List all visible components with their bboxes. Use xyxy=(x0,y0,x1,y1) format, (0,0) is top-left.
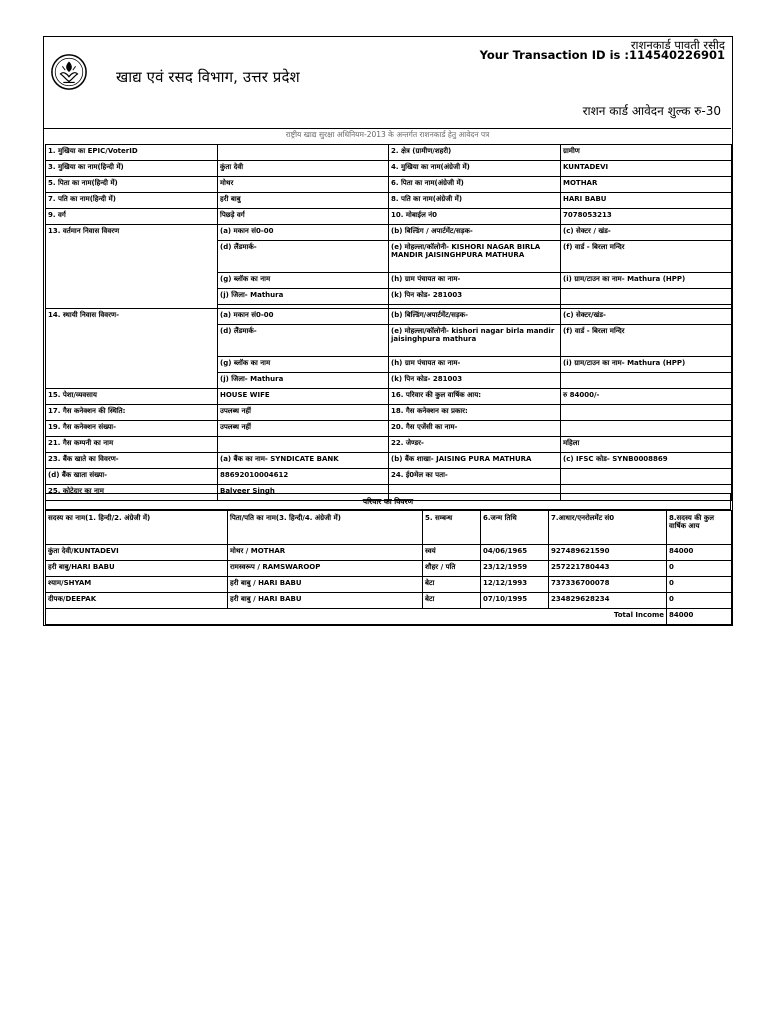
transaction-id: Your Transaction ID is :114540226901 xyxy=(479,48,725,62)
field-label: (d) बैंक खाता संख्या- xyxy=(46,469,218,485)
table-row xyxy=(46,561,732,577)
member-father-husband: मोथर / MOTHAR xyxy=(228,545,423,561)
field-label: 7. पति का नाम(हिन्दी में) xyxy=(46,193,218,209)
field-label: 4. मुखिया का नाम(अंग्रेजी में) xyxy=(389,161,561,177)
field-value: मोथर xyxy=(218,177,389,193)
field-value xyxy=(561,405,732,421)
field-value: MOTHAR xyxy=(561,177,732,193)
bank-name: (a) बैंक का नाम- SYNDICATE BANK xyxy=(218,453,389,469)
empty-cell xyxy=(561,373,732,389)
member-relation: बेटा xyxy=(423,577,481,593)
address-colony: (e) मोहल्ला/कॉलोनी- kishori nagar birla mandir jaisinghpura mathura xyxy=(389,325,561,357)
header-divider xyxy=(44,128,731,129)
empty-cell xyxy=(561,289,732,305)
member-dob: 23/12/1959 xyxy=(481,561,549,577)
column-header: सदस्य का नाम(1. हिन्दी/2. अंग्रेजी में) xyxy=(46,511,228,545)
field-label: 6. पिता का नाम(अंग्रेजी में) xyxy=(389,177,561,193)
member-relation: शौहर / पति xyxy=(423,561,481,577)
field-label: 19. गैस कनेक्शन संख्या- xyxy=(46,421,218,437)
address-building: (b) बिल्डिंग / अपार्टमेंट/सड़क- xyxy=(389,225,561,241)
table-row xyxy=(46,545,732,561)
member-income: 0 xyxy=(667,577,732,593)
table-row xyxy=(46,437,732,453)
column-header: पिता/पति का नाम(3. हिन्दी/4. अंग्रेजी में) xyxy=(228,511,423,545)
member-income: 84000 xyxy=(667,545,732,561)
column-header: 7.आधार/एनरोलमेंट सं0 xyxy=(549,511,667,545)
column-header: 6.जन्म तिथि xyxy=(481,511,549,545)
field-label: 13. वर्तमान निवास विवरण xyxy=(46,225,218,309)
address-district: (j) जिला- Mathura xyxy=(218,373,389,389)
form-subheading: राष्ट्रीय खाद्य सुरक्षा अधिनियम-2013 के अन्तर्गत राशनकार्ड हेतु आवेदन पत्र xyxy=(285,130,490,139)
field-label: 15. पेशा/व्यवसाय xyxy=(46,389,218,405)
address-house-no: (a) मकान सं0-00 xyxy=(218,225,389,241)
field-value: 7078053213 xyxy=(561,209,732,225)
field-value: HOUSE WIFE xyxy=(218,389,389,405)
table-row xyxy=(46,193,732,209)
family-details-title: परिवार का विवरण xyxy=(45,493,731,510)
address-house-no: (a) मकान सं0-00 xyxy=(218,309,389,325)
column-header: 8.सदस्य की कुल वार्षिक आय xyxy=(667,511,732,545)
address-block: (g) ब्लॉक का नाम xyxy=(218,357,389,373)
table-row xyxy=(46,389,732,405)
field-label: 2. क्षेत्र (ग्रामीण/शहरी) xyxy=(389,145,561,161)
field-label: 23. बैंक खाते का विवरण- xyxy=(46,453,218,469)
bank-ifsc: (c) IFSC कोड- SYNB0008869 xyxy=(561,453,732,469)
field-value xyxy=(561,421,732,437)
member-aadhaar: 737336700078 xyxy=(549,577,667,593)
department-name: खाद्य एवं रसद विभाग, उत्तर प्रदेश xyxy=(116,68,300,86)
field-value: उपलब्ध नहीं xyxy=(218,421,389,437)
field-value xyxy=(218,145,389,161)
table-row xyxy=(46,453,732,469)
field-label: 9. वर्ग xyxy=(46,209,218,225)
member-dob: 04/06/1965 xyxy=(481,545,549,561)
field-value: HARI BABU xyxy=(561,193,732,209)
field-label: 18. गैस कनेक्शन का प्रकार: xyxy=(389,405,561,421)
field-label: 14. स्थायी निवास विवरण- xyxy=(46,309,218,389)
bank-account-number: 88692010004612 xyxy=(218,469,389,485)
family-details-table xyxy=(45,510,732,625)
address-ward: (f) वार्ड - बिरला मन्दिर xyxy=(561,241,732,273)
member-income: 0 xyxy=(667,593,732,609)
member-income: 0 xyxy=(667,561,732,577)
table-row xyxy=(46,309,732,325)
address-building: (b) बिल्डिंग/अपार्टमेंट/सड़क- xyxy=(389,309,561,325)
member-name: श्याम/SHYAM xyxy=(46,577,228,593)
field-value: Balveer Singh xyxy=(218,485,389,501)
field-label: 21. गैस कम्पनी का नाम xyxy=(46,437,218,453)
table-row xyxy=(46,577,732,593)
member-name: हरी बाबु/HARI BABU xyxy=(46,561,228,577)
member-dob: 12/12/1993 xyxy=(481,577,549,593)
field-label: 16. परिवार की कुल वार्षिक आय: xyxy=(389,389,561,405)
address-block: (g) ब्लॉक का नाम xyxy=(218,273,389,289)
field-label: 1. मुखिया का EPIC/VoterID xyxy=(46,145,218,161)
field-value: महिला xyxy=(561,437,732,453)
field-value xyxy=(561,469,732,485)
table-row xyxy=(46,405,732,421)
member-relation: स्वयं xyxy=(423,545,481,561)
field-label: 20. गैस एजेंसी का नाम- xyxy=(389,421,561,437)
field-label: 8. पति का नाम(अंग्रेजी में) xyxy=(389,193,561,209)
member-name: कुंता देवी/KUNTADEVI xyxy=(46,545,228,561)
address-sector: (c) सेक्टर / खंड- xyxy=(561,225,732,241)
total-income-value: 84000 xyxy=(667,609,732,625)
up-govt-emblem-icon xyxy=(50,53,88,91)
ration-card-receipt xyxy=(43,36,733,626)
field-value: उपलब्ध नहीं xyxy=(218,405,389,421)
field-value: पिछड़े वर्ग xyxy=(218,209,389,225)
member-aadhaar: 234829628234 xyxy=(549,593,667,609)
column-header: 5. सम्बन्ध xyxy=(423,511,481,545)
member-aadhaar: 927489621590 xyxy=(549,545,667,561)
table-row xyxy=(46,161,732,177)
total-income-label: Total Income xyxy=(46,609,667,625)
address-sector: (c) सेक्टर/खंड- xyxy=(561,309,732,325)
table-row xyxy=(46,177,732,193)
field-label: 17. गैस कनेक्शन की स्थिति: xyxy=(46,405,218,421)
field-value: ग्रामीण xyxy=(561,145,732,161)
member-father-husband: हरी बाबु / HARI BABU xyxy=(228,593,423,609)
total-row xyxy=(46,609,732,625)
applicant-details-table xyxy=(45,144,732,501)
member-father-husband: हरी बाबु / HARI BABU xyxy=(228,577,423,593)
address-ward: (f) वार्ड - बिरला मन्दिर xyxy=(561,325,732,357)
address-district: (j) जिला- Mathura xyxy=(218,289,389,305)
field-value: कुंता देवी xyxy=(218,161,389,177)
field-value: KUNTADEVI xyxy=(561,161,732,177)
table-row xyxy=(46,593,732,609)
member-father-husband: रामस्वरूप / RAMSWAROOP xyxy=(228,561,423,577)
table-row xyxy=(46,209,732,225)
field-value xyxy=(218,437,389,453)
application-fee: राशन कार्ड आवेदन शुल्क रु-30 xyxy=(582,104,721,118)
table-row xyxy=(46,145,732,161)
field-label: 25. कोटेदार का नाम xyxy=(46,485,218,501)
bank-branch: (b) बैंक शाखा- JAISING PURA MATHURA xyxy=(389,453,561,469)
field-label: 22. जेण्डर- xyxy=(389,437,561,453)
address-pincode: (k) पिन कोड- 281003 xyxy=(389,373,561,389)
address-gram-panchayat: (h) ग्राम पंचायत का नाम- xyxy=(389,357,561,373)
table-row xyxy=(46,225,732,241)
address-landmark: (d) लैंडमार्क- xyxy=(218,325,389,357)
member-aadhaar: 257221780443 xyxy=(549,561,667,577)
field-label: 10. मोबाईल नं0 xyxy=(389,209,561,225)
table-row xyxy=(46,421,732,437)
field-label: 3. मुखिया का नाम(हिन्दी में) xyxy=(46,161,218,177)
member-name: दीपक/DEEPAK xyxy=(46,593,228,609)
table-row xyxy=(46,469,732,485)
field-label: 24. ई0मेल का पता- xyxy=(389,469,561,485)
receipt-title: राशनकार्ड पावती रसीद xyxy=(630,38,725,52)
table-header-row xyxy=(46,511,732,545)
member-dob: 07/10/1995 xyxy=(481,593,549,609)
address-colony: (e) मोहल्ला/कॉलोनी- KISHORI NAGAR BIRLA MANDIR JAISINGHPURA MATHURA xyxy=(389,241,561,273)
address-town: (i) ग्राम/टाउन का नाम- Mathura (HPP) xyxy=(561,357,732,373)
address-town: (i) ग्राम/टाउन का नाम- Mathura (HPP) xyxy=(561,273,732,289)
member-relation: बेटा xyxy=(423,593,481,609)
address-gram-panchayat: (h) ग्राम पंचायत का नाम- xyxy=(389,273,561,289)
receipt-header xyxy=(44,37,731,128)
address-pincode: (k) पिन कोड- 281003 xyxy=(389,289,561,305)
field-value: रु 84000/- xyxy=(561,389,732,405)
field-label: 5. पिता का नाम(हिन्दी में) xyxy=(46,177,218,193)
field-value: हरी बाबु xyxy=(218,193,389,209)
address-landmark: (d) लैंडमार्क- xyxy=(218,241,389,273)
